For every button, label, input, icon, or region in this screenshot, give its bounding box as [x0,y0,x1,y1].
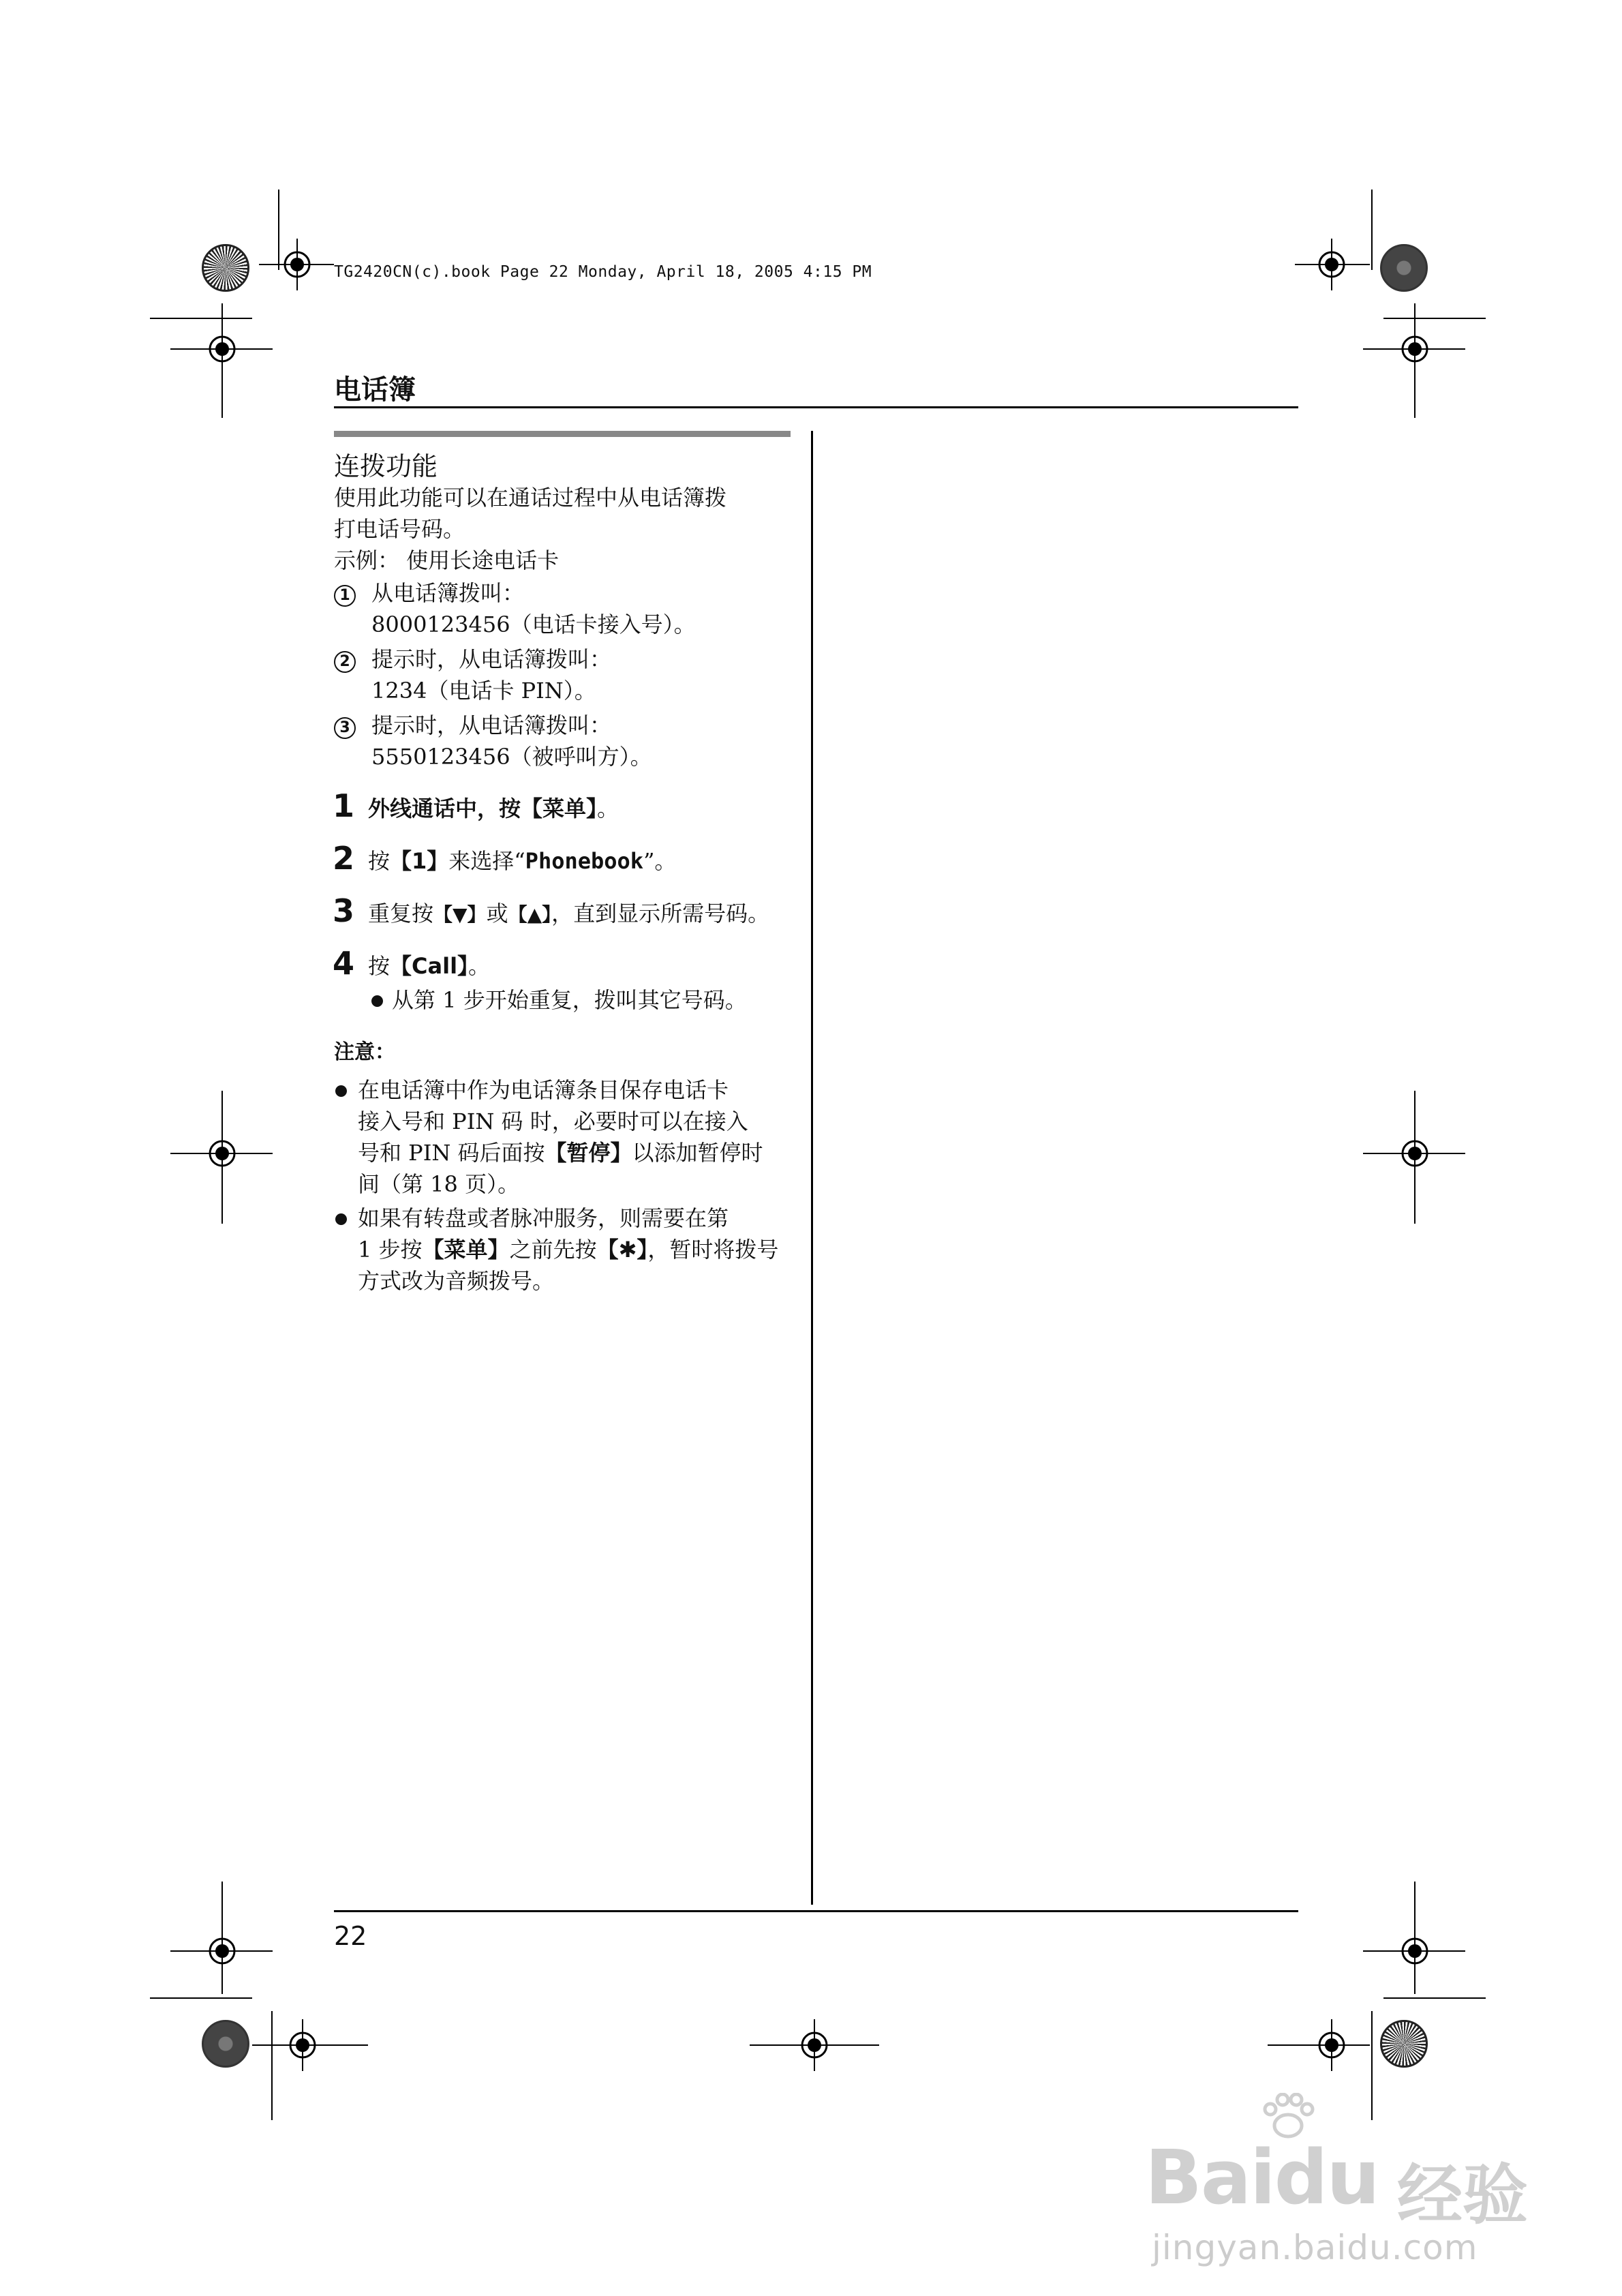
crop-mark-line [1371,190,1373,270]
example-label: 示例： 使用长途电话卡 [334,547,560,573]
step-text: 按【1】来选择“Phonebook”。 [368,848,677,874]
print-rosette-icon [202,2020,249,2068]
example-number-badge: 2 [334,651,356,673]
key-label: 【Call】 [390,953,469,979]
key-label: 【1】 [390,848,449,874]
example-text: 提示时，从电话簿拨叫： [371,712,612,738]
example-text: 8000123456（电话卡接入号）。 [371,611,696,637]
registration-crosshair-icon [170,1922,273,1980]
crop-mark-line [1383,1997,1486,1999]
step-number: 4 [333,945,355,982]
crop-mark-line [1383,318,1486,319]
watermark-brand: Bai [1145,2134,1274,2221]
print-rosette-icon [202,244,249,292]
chapter-title: 电话簿 [334,374,416,406]
registration-crosshair-icon [170,320,273,378]
crop-mark-line [150,1997,252,1999]
example-text: 1234（电话卡 PIN）。 [371,678,596,704]
registration-crosshair-icon [259,239,334,290]
bullet-dot [371,995,383,1007]
note-line: 方式改为音频拨号。 [358,1268,555,1294]
intro-text-line: 打电话号码。 [334,516,465,542]
step-number: 1 [333,787,355,824]
note-line: 如果有转盘或者脉冲服务，则需要在第 [358,1205,729,1231]
step-text: 外线通话中，按【菜单】。 [368,796,619,821]
section-title-bar [334,431,791,437]
step-number: 3 [333,892,355,929]
registration-crosshair-icon [1363,320,1465,378]
registration-crosshair-icon [750,2019,879,2071]
note-line: 1 步按【菜单】之前先按【✱】，暂时将拨号 [358,1237,779,1263]
example-number-badge: 3 [334,717,356,739]
key-label: 【菜单】 [422,1237,510,1263]
registration-crosshair-icon [1268,2019,1370,2071]
note-line: 间（第 18 页）。 [358,1171,520,1197]
column-divider [811,431,813,1905]
step-text: 按【Call】。 [368,953,491,979]
note-line: 号和 PIN 码后面按【暂停】以添加暂停时 [358,1140,763,1166]
example-text: 5550123456（被呼叫方）。 [371,744,652,770]
registration-crosshair-icon [1363,1922,1465,1980]
watermark-brand-2: du [1274,2134,1379,2221]
note-line: 接入号和 PIN 码 时，必要时可以在接入 [358,1108,748,1134]
file-meta-line: TG2420CN(c).book Page 22 Monday, April 18, 2005 4:15 PM [334,263,872,281]
baidu-watermark [1145,2093,1595,2270]
page-number: 22 [334,1921,367,1951]
intro-text-line: 使用此功能可以在通话过程中从电话簿拨 [334,485,727,511]
bullet-dot [335,1213,347,1225]
example-text: 从电话簿拨叫： [371,580,525,606]
key-label: 【▲】 [508,903,552,926]
example-text: 提示时，从电话簿拨叫： [371,646,612,672]
example-number-badge: 1 [334,585,356,607]
key-label: 【✱】 [596,1237,648,1263]
registration-crosshair-icon [170,1125,273,1182]
key-label: 【菜单】 [521,796,598,821]
crop-mark-line [150,318,252,319]
footer-rule [334,1910,1298,1912]
print-rosette-icon [1380,244,1428,292]
key-label: 【暂停】 [545,1140,632,1166]
registration-crosshair-icon [1295,239,1370,290]
header-rule [334,406,1298,408]
registration-crosshair-icon [252,2019,368,2071]
bullet-dot [335,1085,347,1097]
notes-title: 注意： [334,1040,395,1064]
print-rosette-icon [1380,2020,1428,2068]
step-number: 2 [333,840,355,877]
registration-crosshair-icon [1363,1125,1465,1182]
section-title: 连拨功能 [334,451,438,481]
key-label: 【▼】 [433,903,487,926]
watermark-brand-cn: 经验 [1397,2157,1528,2233]
step-text: 重复按【▼】或【▲】，直到显示所需号码。 [368,901,770,926]
watermark-url: jingyan.baidu.com [1152,2228,1478,2267]
step-bullet-text: 从第 1 步开始重复，拨叫其它号码。 [392,987,747,1013]
note-line: 在电话簿中作为电话簿条目保存电话卡 [358,1077,729,1103]
